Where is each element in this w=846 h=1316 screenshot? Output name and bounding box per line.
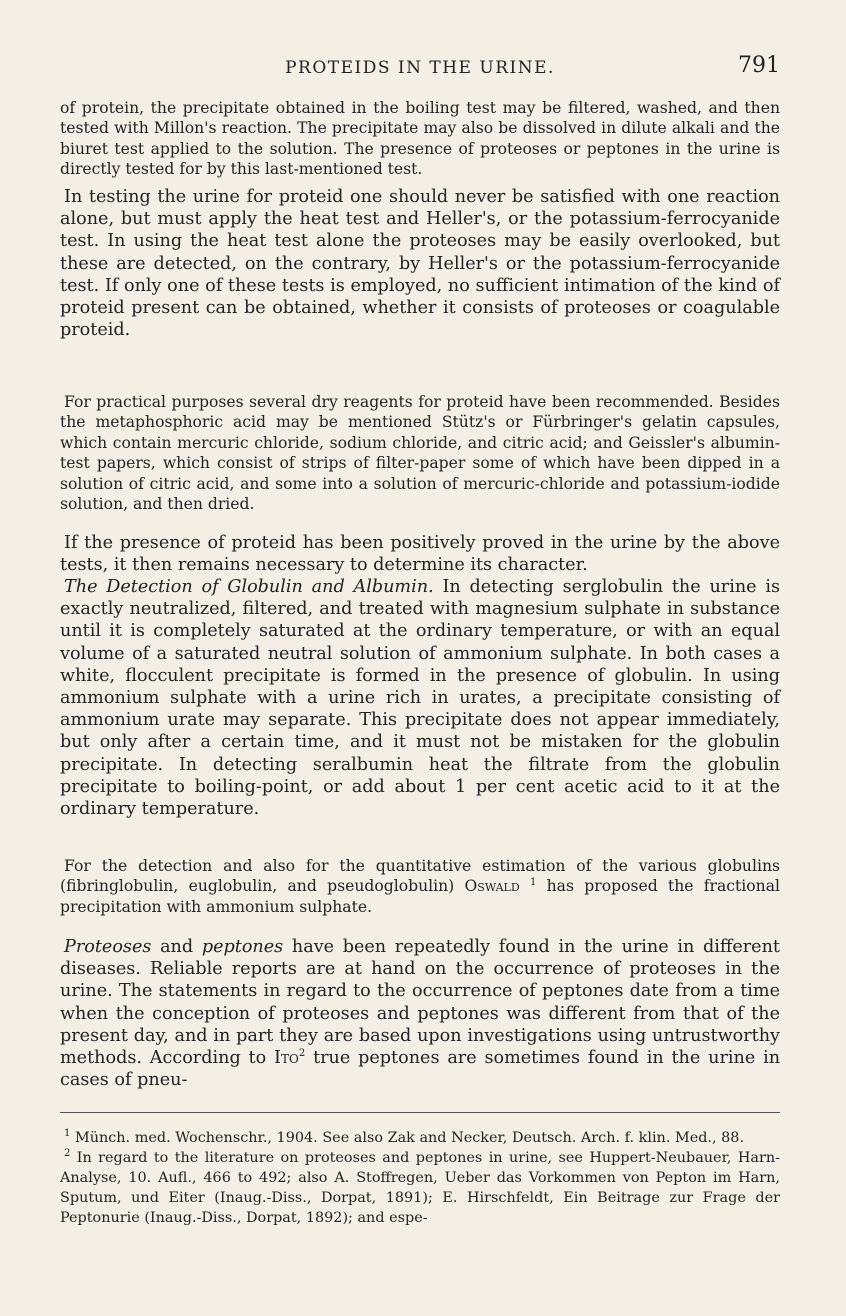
paragraph-6-block xyxy=(60,856,780,917)
running-header xyxy=(60,53,780,86)
paragraph-6-after: has proposed the fractional precipitation with ammonium sulphate. xyxy=(60,877,780,916)
paragraph-5-block xyxy=(60,576,780,820)
section-heading-globulin-albumin: The Detection of Globulin and Albumin. xyxy=(64,577,434,597)
paragraph-3-block xyxy=(60,392,780,514)
paragraph-5-text: In detecting serglobulin the urine is exactly neutralized, filtered, and treated with magnesium sulphate in substance until it is completely saturated at the ordinary temperature, or with an equal volume of a saturated neutral solution of ammonium sulphate. In both cases a white, flocculent precipitate is formed in the presence of globulin. In using ammonium sulphate with a urine rich in urates, a precipitate consisting of ammonium urate may separate. This precipitate does not appear immediately, but only after a certain time, and it must not be mistaken for the globulin precipitate. In detecting seralbumin heat the filtrate from the globulin precipitate to boiling-point, or add about 1 per cent acetic acid to it at the ordinary temperature. xyxy=(60,577,781,820)
term-proteoses: Proteoses xyxy=(64,937,152,957)
paragraph-6 xyxy=(60,856,780,917)
word-and: and xyxy=(160,937,194,957)
paragraph-2-block xyxy=(60,186,780,341)
footnote-divider xyxy=(60,1112,780,1113)
footnote-2 xyxy=(60,1148,780,1228)
paragraph-4-block xyxy=(60,532,780,576)
running-title: PROTEIDS IN THE URINE. xyxy=(285,58,555,78)
term-peptones: peptones xyxy=(201,937,284,957)
paragraph-1: of protein, the precipitate obtained in the boiling test may be filtered, washed, and then tested with Millon's reaction. The precipitate may also be dissolved in dilute alkali and the biuret test applied to the solution. The presence of proteoses or peptones in the urine is directly tested for by this last-mentioned test. xyxy=(60,99,780,179)
footnotes xyxy=(60,1128,780,1228)
paragraph-5 xyxy=(60,576,780,820)
paragraph-6-before: For the detection and also for the quantitative estimation of the various globulins (fibringlobulin, euglobulin, and pseudoglobulin) xyxy=(60,857,780,896)
paragraph-7-after: true peptones are sometimes found in the urine in cases of pneu- xyxy=(60,1048,781,1091)
footnote-1 xyxy=(60,1128,780,1148)
footnote-mark-2: 2 xyxy=(64,1148,71,1160)
footnote-2-text: In regard to the literature on proteoses and peptones in urine, see Huppert-Neubauer, Harn-Analyse, 10. Aufl., 466 to 492; also A. Stoffregen, Ueber das Vorkommen von Pepton im Harn, Sputum, und Eiter (Inaug.-Diss., Dorpat, 1891); E. Hirschfeldt, Ein Beitrage zur Frage der Peptonurie (Inaug.-Diss., Dorpat, 1892); and espe- xyxy=(60,1150,780,1226)
paragraph-2: In testing the urine for proteid one should never be satisfied with one reaction alone, but must apply the heat test and Heller's, or the potassium-ferrocyanide test. In using the heat test alone the proteoses may be easily overlooked, but these are detected, on the contrary, by Heller's or the potassium-ferrocyanide test. If only one of these tests is employed, no sufficient intimation of the kind of proteid present can be obtained, whether it consists of proteoses or coagulable proteid. xyxy=(60,187,780,341)
footnote-1-text: Münch. med. Wochenschr., 1904. See also Zak and Necker, Deutsch. Arch. f. klin. Med., 88. xyxy=(74,1130,745,1146)
paragraph-7 xyxy=(60,936,780,1091)
author-oswald: Oswald xyxy=(464,877,520,896)
footnote-ref-2: 2 xyxy=(298,1048,306,1060)
paragraph-4: If the presence of proteid has been positively proved in the urine by the above tests, it then remains necessary to determine its character. xyxy=(60,533,780,576)
author-ito: Ito xyxy=(274,1048,299,1069)
footnote-ref-1: 1 xyxy=(529,877,537,889)
paragraph-1-block xyxy=(60,98,780,180)
paragraph-7-text: have been repeatedly found in the urine in different diseases. Reliable reports are at hand on the occurrence of proteoses in the urine. The statements in regard to the occurrence of peptones date from a time when the conception of proteoses and peptones was different from that of the present day, and in part they are based upon investigations using untrustworthy methods. According to xyxy=(60,937,780,1069)
paragraph-3: For practical purposes several dry reagents for proteid have been recommended. Besides the metaphosphoric acid may be mentioned Stütz's or Fürbringer's gelatin capsules, which contain mercuric chloride, sodium chloride, and citric acid; and Geissler's albumin-test papers, which consist of strips of filter-paper some of which have been dipped in a solution of citric acid, and some into a solution of mercuric-chloride and potassium-iodide solution, and then dried. xyxy=(60,393,780,514)
page-number: 791 xyxy=(738,53,780,78)
footnote-mark-1: 1 xyxy=(64,1128,71,1140)
paragraph-7-block xyxy=(60,936,780,1091)
